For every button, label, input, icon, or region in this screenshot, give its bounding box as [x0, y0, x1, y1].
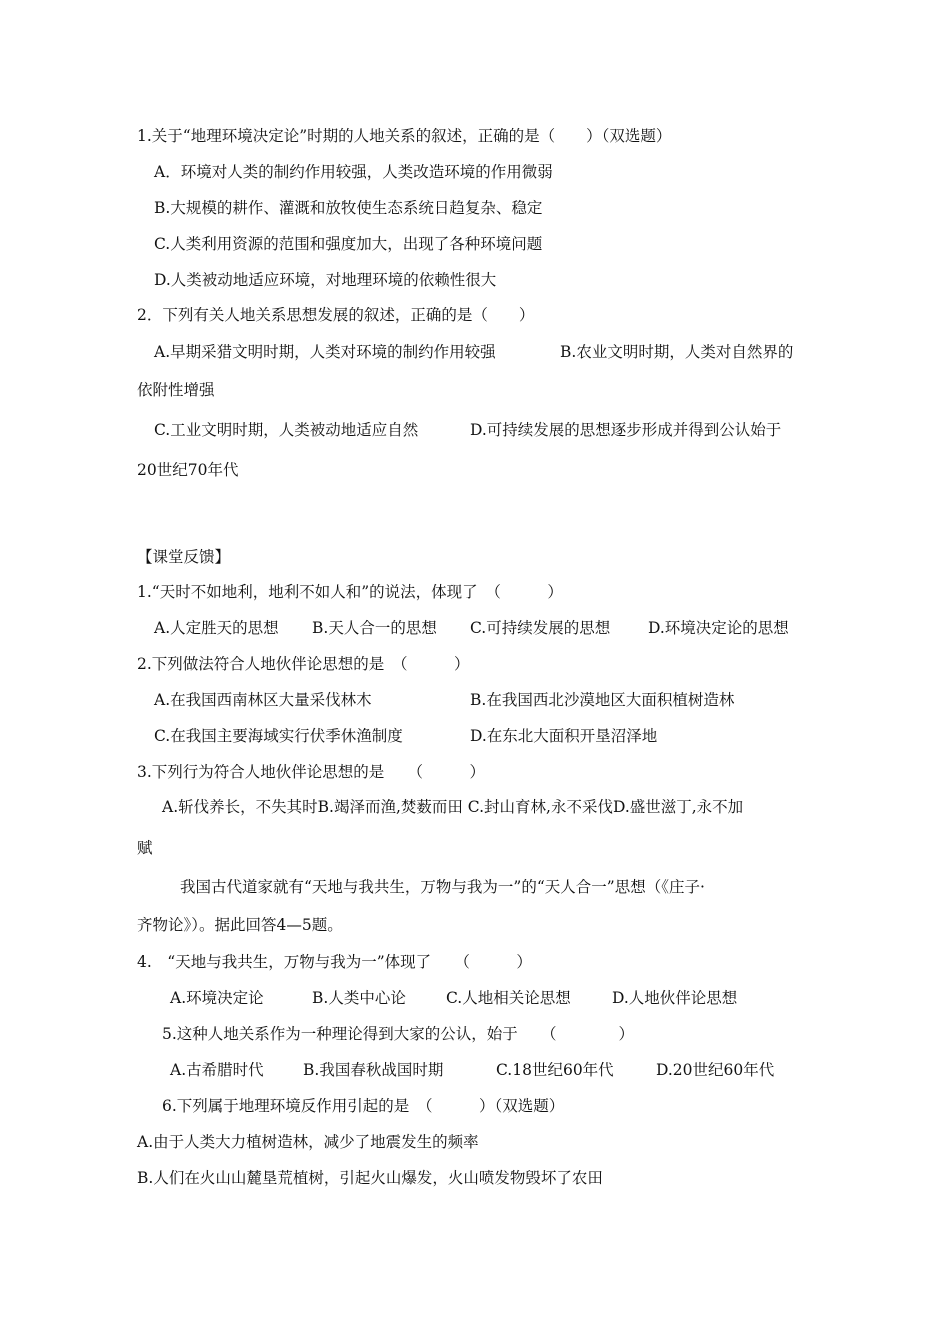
- feedback-question-2-option-b: B.在我国西北沙漠地区大面积植树造林: [470, 691, 735, 709]
- question-2-option-a: A.早期采猎文明时期，人类对环境的制约作用较强: [154, 343, 496, 361]
- feedback-question-4-stem: 4. “天地与我共生，万物与我为一”体现了 （ ）: [137, 953, 532, 971]
- feedback-question-3-options: A.斩伐养长，不失其时B.竭泽而渔,焚薮而田 C.封山育林,永不采伐D.盛世滋丁,永不加: [162, 798, 744, 816]
- question-2-option-b-continued: 依附性增强: [137, 381, 215, 399]
- feedback-question-5-stem: 5.这种人地关系作为一种理论得到大家的公认，始于 （ ）: [162, 1025, 635, 1043]
- feedback-question-5-option-b: B.我国春秋战国时期: [303, 1061, 444, 1079]
- question-1-option-b: B.大规模的耕作、灌溉和放牧使生态系统日趋复杂、稳定: [154, 199, 543, 217]
- question-1-stem: 1.关于“地理环境决定论”时期的人地关系的叙述，正确的是（ ）（双选题）: [137, 127, 672, 145]
- feedback-question-4-option-c: C.人地相关论思想: [446, 989, 571, 1007]
- question-2-stem: 2．下列有关人地关系思想发展的叙述，正确的是（ ）: [137, 306, 535, 324]
- feedback-question-2-option-c: C.在我国主要海域实行伏季休渔制度: [154, 727, 403, 745]
- feedback-question-2-option-d: D.在东北大面积开垦沼泽地: [470, 727, 658, 745]
- reading-passage-continued: 齐物论》）。据此回答4—5题。: [137, 916, 343, 934]
- feedback-question-6-option-a: A.由于人类大力植树造林，减少了地震发生的频率: [137, 1133, 479, 1151]
- question-2-option-c: C.工业文明时期，人类被动地适应自然: [154, 421, 419, 439]
- feedback-question-1-option-c: C.可持续发展的思想: [470, 619, 611, 637]
- feedback-question-1-option-d: D.环境决定论的思想: [648, 619, 789, 637]
- feedback-question-4-option-b: B.人类中心论: [312, 989, 406, 1007]
- question-1-option-d: D.人类被动地适应环境，对地理环境的依赖性很大: [154, 271, 497, 289]
- feedback-question-5-option-d: D.20世纪60年代: [656, 1061, 775, 1079]
- question-1-option-a: A．环境对人类的制约作用较强，人类改造环境的作用微弱: [154, 163, 553, 181]
- feedback-question-4-option-d: D.人地伙伴论思想: [612, 989, 738, 1007]
- feedback-question-5-option-c: C.18世纪60年代: [496, 1061, 614, 1079]
- feedback-question-3-stem: 3.下列行为符合人地伙伴论思想的是 （ ）: [137, 763, 486, 781]
- question-2-option-b: B.农业文明时期，人类对自然界的: [560, 343, 794, 361]
- reading-passage: 我国古代道家就有“天地与我共生，万物与我为一”的“天人合一”思想（《庄子·: [180, 878, 705, 896]
- feedback-question-6-option-b: B.人们在火山山麓垦荒植树，引起火山爆发，火山喷发物毁坏了农田: [137, 1169, 603, 1187]
- question-1-option-c: C.人类利用资源的范围和强度加大，出现了各种环境问题: [154, 235, 543, 253]
- question-2-option-d: D.可持续发展的思想逐步形成并得到公认始于: [470, 421, 782, 439]
- feedback-question-3-options-continued: 赋: [137, 839, 153, 857]
- question-2-option-d-continued: 20世纪70年代: [137, 461, 239, 479]
- feedback-question-5-option-a: A.古希腊时代: [170, 1061, 264, 1079]
- feedback-question-4-option-a: A.环境决定论: [170, 989, 264, 1007]
- feedback-question-2-option-a: A.在我国西南林区大量采伐林木: [154, 691, 372, 709]
- feedback-question-1-option-b: B.天人合一的思想: [312, 619, 437, 637]
- feedback-question-1-stem: 1.“天时不如地利，地利不如人和”的说法，体现了 （ ）: [137, 583, 563, 601]
- section-heading: 【课堂反馈】: [137, 548, 231, 566]
- feedback-question-2-stem: 2.下列做法符合人地伙伴论思想的是 （ ）: [137, 655, 470, 673]
- feedback-question-1-option-a: A.人定胜天的思想: [154, 619, 279, 637]
- feedback-question-6-stem: 6.下列属于地理环境反作用引起的是 （ ）（双选题）: [162, 1097, 565, 1115]
